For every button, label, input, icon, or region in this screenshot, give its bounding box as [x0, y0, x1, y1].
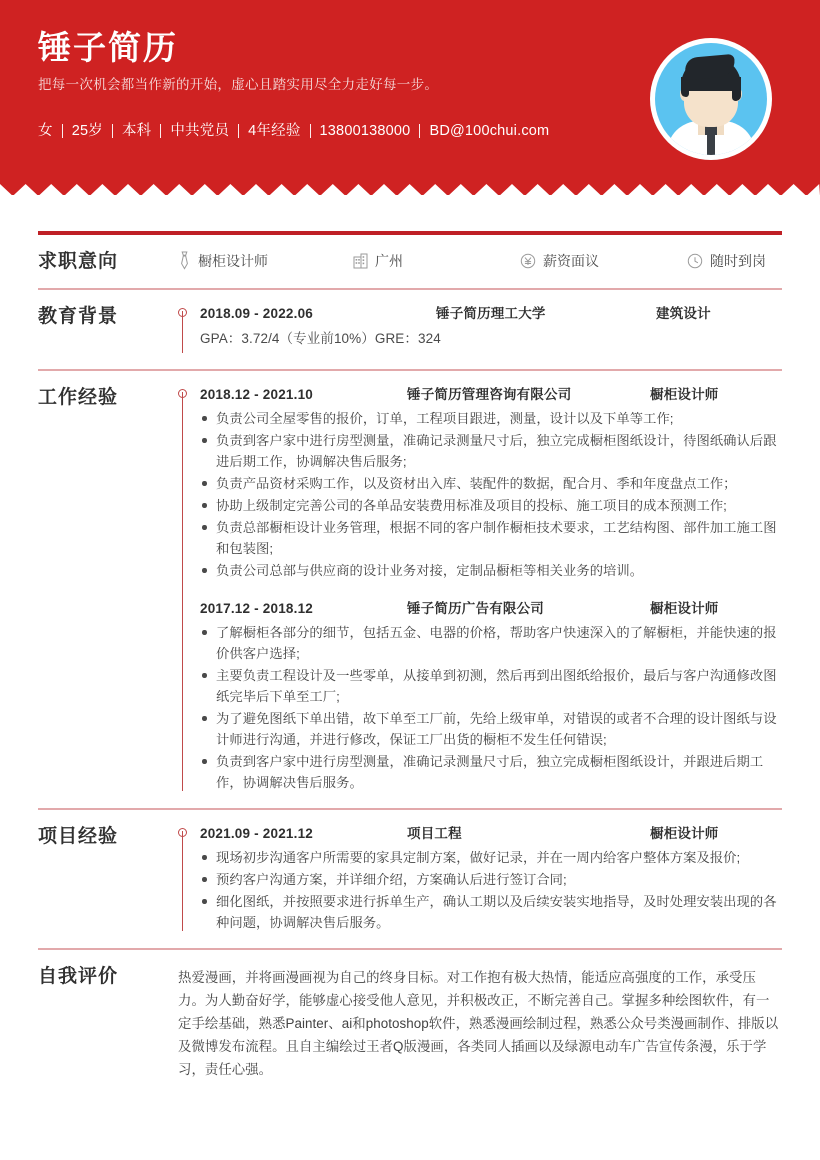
timeline-line: [182, 392, 183, 791]
building-icon: [353, 253, 368, 269]
objective-position-label: 橱柜设计师: [198, 252, 268, 269]
section-title-project: 项目经验: [38, 826, 119, 847]
objective-items: [178, 235, 782, 288]
education-detail: GPA：3.72/4（专业前10%）GRE：324: [200, 331, 441, 346]
project-date: 2021.09 - 2021.12: [200, 826, 313, 841]
project-entry: [200, 824, 782, 933]
list-item: 负责公司总部与供应商的设计业务对接，定制品橱柜等相关业务的培训。: [200, 560, 782, 581]
list-item: 了解橱柜各部分的细节，包括五金、电器的价格，帮助客户快速深入的了解橱柜，并能快速的报价供客户选择;: [200, 622, 782, 664]
work-position: 橱柜设计师: [650, 387, 719, 402]
project-duties-list: [200, 847, 782, 933]
project-position: 橱柜设计师: [650, 826, 719, 841]
bottom-spacer: [38, 1095, 782, 1105]
list-item: 负责到客户家中进行房型测量，准确记录测量尺寸后，独立完成橱柜图纸设计，并跟进后期工作，协调解决售后服务。: [200, 751, 782, 793]
work-entry: [200, 385, 782, 581]
list-item: 协助上级制定完善公司的各单品安装费用标准及项目的投标、施工项目的成本预测工作;: [200, 495, 782, 516]
meta-experience: 4年经验: [248, 123, 301, 139]
resume-content: [0, 231, 820, 1105]
section-project-experience: [38, 810, 782, 948]
education-entry-head: [200, 304, 782, 324]
work-entry-head: [200, 599, 782, 619]
self-evaluation-text: 热爱漫画，并将画漫画视为自己的终身目标。对工作抱有极大热情，能适应高强度的工作，承受压力。为人勤奋好学，能够虚心接受他人意见，并积极改正，不断完善自己。掌握多种绘图软件，有一定手绘基础，熟悉Painter、ai和photoshop软件，熟悉漫画绘制过程，熟悉公众号类漫画制作、排版以及微博发布流程。且自主编绘过王者Q版漫画，各类同人插画以及绿源电动车广告宣传条漫，乐于学习，责任心强。: [178, 970, 779, 1077]
section-self-evaluation: [38, 950, 782, 1095]
meta-separator: [160, 124, 161, 138]
work-entry: [200, 599, 782, 793]
timeline-line: [182, 311, 183, 353]
objective-position: [178, 251, 353, 270]
project-timeline: [178, 824, 782, 933]
list-item: 负责到客户家中进行房型测量，准确记录测量尺寸后，独立完成橱柜图纸设计，待图纸确认后跟进后期工作，协调解决售后服务;: [200, 430, 782, 472]
work-timeline: [178, 385, 782, 793]
list-item: 细化图纸，并按照要求进行拆单生产，确认工期以及后续安装实地指导，及时处理安装出现的各种问题，协调解决售后服务。: [200, 891, 782, 933]
section-work-experience: [38, 371, 782, 808]
list-item: 现场初步沟通客户所需要的家具定制方案，做好记录，并在一周内给客户整体方案及报价;: [200, 847, 782, 868]
meta-separator: [62, 124, 63, 138]
list-item: 为了避免图纸下单出错，故下单至工厂前，先给上级审单，对错误的或者不合理的设计图纸与设计师进行沟通，并进行修改，保证工厂出货的橱柜不发生任何错误;: [200, 708, 782, 750]
section-title-summary: 自我评价: [38, 966, 119, 987]
avatar-tie-knot: [705, 126, 717, 135]
objective-availability: [687, 252, 766, 270]
project-entry-head: [200, 824, 782, 844]
header-tagline: 把每一次机会都当作新的开始，虚心且踏实用尽全力走好每一步。: [38, 77, 439, 92]
personal-meta-line: [38, 121, 549, 141]
meta-phone[interactable]: 13800138000: [319, 123, 411, 139]
clock-icon: [687, 253, 703, 269]
objective-salary: [520, 252, 687, 270]
meta-separator: [112, 124, 113, 138]
zigzag-divider: [0, 182, 820, 196]
objective-city-label: 广州: [375, 252, 403, 269]
education-school: 锤子简历理工大学: [436, 306, 546, 321]
work-company: 锤子简历广告有限公司: [407, 601, 544, 616]
timeline-line: [182, 831, 183, 931]
meta-separator: [238, 124, 239, 138]
meta-gender: 女: [38, 123, 53, 139]
necktie-icon: [178, 251, 191, 270]
work-entry-head: [200, 385, 782, 405]
list-item: 主要负责工程设计及一些零单，从接单到初测，然后再到出图纸给报价，最后与客户沟通修改图纸完毕后下单至工厂;: [200, 665, 782, 707]
education-timeline: [178, 304, 782, 355]
list-item: 负责产品资材采购工作，以及资材出入库、装配件的数据，配合月、季和年度盘点工作；: [200, 473, 782, 494]
section-education: [38, 290, 782, 369]
meta-separator: [310, 124, 311, 138]
objective-salary-label: 薪资面议: [543, 252, 599, 269]
list-item: 负责总部橱柜设计业务管理，根据不同的客户制作橱柜技术要求，工艺结构图、部件加工施工图和包装图;: [200, 517, 782, 559]
avatar-illustration: [655, 43, 767, 155]
education-date: 2018.09 - 2022.06: [200, 306, 313, 321]
work-date: 2018.12 - 2021.10: [200, 387, 313, 402]
work-position: 橱柜设计师: [650, 601, 719, 616]
section-title-education: 教育背景: [38, 306, 119, 327]
meta-email[interactable]: BD@100chui.com: [429, 123, 550, 139]
avatar-tie: [707, 133, 715, 155]
yen-circle-icon: [520, 253, 536, 269]
work-date: 2017.12 - 2018.12: [200, 601, 313, 616]
avatar: [650, 38, 772, 160]
objective-city: [353, 252, 520, 270]
list-item: 预约客户沟通方案，并详细介绍，方案确认后进行签订合同;: [200, 869, 782, 890]
header-text-block: [38, 26, 549, 141]
education-entry: [200, 304, 782, 355]
work-duties-list: [200, 622, 782, 793]
project-name: 项目工程: [407, 826, 462, 841]
objective-availability-label: 随时到岗: [710, 252, 766, 269]
page-title: 锤子简历: [38, 29, 178, 66]
work-duties-list: [200, 408, 782, 581]
resume-header: [0, 0, 820, 195]
meta-age: 25岁: [71, 123, 103, 139]
meta-separator: [419, 124, 420, 138]
section-title-objective: 求职意向: [38, 251, 119, 272]
work-company: 锤子简历管理咨询有限公司: [407, 387, 572, 402]
section-job-objective: [38, 235, 782, 288]
section-title-work: 工作经验: [38, 387, 119, 408]
meta-degree: 本科: [121, 123, 152, 139]
list-item: 负责公司全屋零售的报价，订单，工程项目跟进，测量，设计以及下单等工作;: [200, 408, 782, 429]
meta-political-status: 中共党员: [170, 123, 230, 139]
education-major: 建筑设计: [656, 306, 711, 321]
